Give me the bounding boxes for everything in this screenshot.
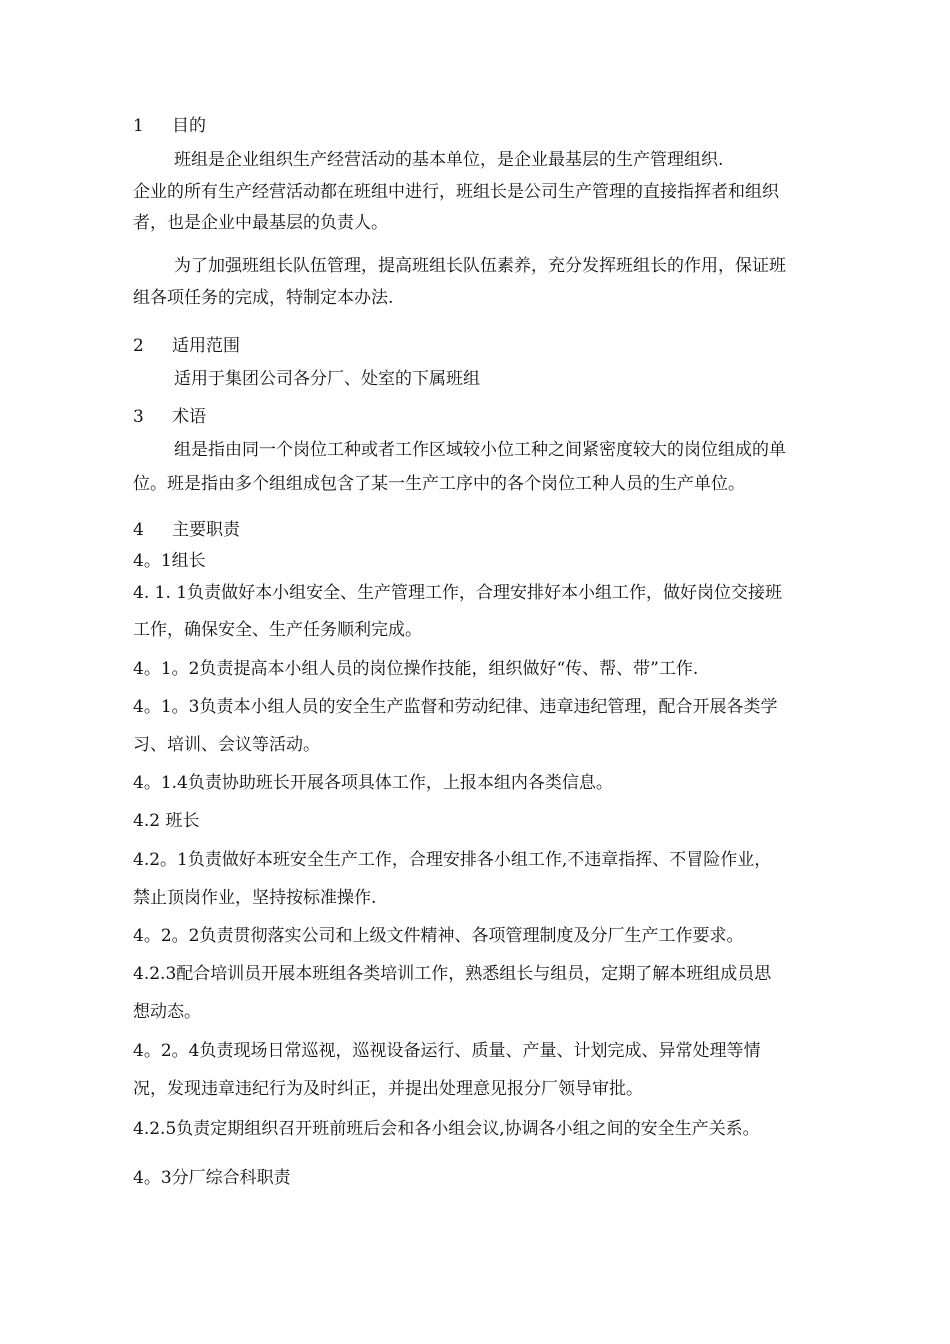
item-4-2-1-line-1: 4.2。1负责做好本班安全生产工作，合理安排各小组工作,不违章指挥、不冒险作业， [133,850,772,870]
item-4-1-1-line-2: 工作，确保安全、生产任务顺利完成。 [133,620,422,640]
section-1-line-2: 企业的所有生产经营活动都在班组中进行，班组长是公司生产管理的直接指挥者和组织 [133,182,779,202]
section-1-line-5: 组各项任务的完成，特制定本办法. [133,288,394,308]
item-4-1-1-line-1: 4. 1. 1负责做好本小组安全、生产管理工作，合理安排好本小组工作，做好岗位交接班 [133,583,783,603]
section-3-number: 3 [133,407,144,427]
section-4-title: 主要职责 [172,520,240,540]
section-3-line-2: 位。班是指由多个组组成包含了某一生产工序中的各个岗位工种人员的生产单位。 [133,474,745,494]
item-4-2-4-line-2: 况，发现违章违纪行为及时纠正，并提出处理意见报分厂领导审批。 [133,1079,643,1099]
section-1-line-4: 为了加强班组长队伍管理，提高班组长队伍素养，充分发挥班组长的作用，保证班 [174,256,786,276]
item-4-1-4: 4。1.4负责协助班长开展各项具体工作，上报本组内各类信息。 [133,773,613,793]
subsection-4-2-heading: 4.2 班长 [133,811,200,831]
section-2-number: 2 [133,336,144,356]
item-4-1-3-line-1: 4。1。3负责本小组人员的安全生产监督和劳动纪律、违章违纪管理，配合开展各类学 [133,697,778,717]
item-4-1-2: 4。1。2负责提高本小组人员的岗位操作技能，组织做好“传、帮、带”工作. [133,659,699,679]
item-4-2-2: 4。2。2负责贯彻落实公司和上级文件精神、各项管理制度及分厂生产工作要求。 [133,926,744,946]
item-4-1-3-line-2: 习、培训、会议等活动。 [133,735,320,755]
item-4-2-5: 4.2.5负责定期组织召开班前班后会和各小组会议,协调各小组之间的安全生产关系。 [133,1119,760,1139]
item-4-2-3-line-2: 想动态。 [133,1002,201,1022]
section-2-title: 适用范围 [172,336,240,356]
section-2-line-1: 适用于集团公司各分厂、处室的下属班组 [174,369,480,389]
section-1-line-3: 者，也是企业中最基层的负责人。 [133,213,388,233]
section-3-title: 术语 [172,407,206,427]
subsection-4-3-heading: 4。3分厂综合科职责 [133,1168,291,1188]
section-3-line-1: 组是指由同一个岗位工种或者工作区域较小位工种之间紧密度较大的岗位组成的单 [174,440,786,460]
item-4-2-4-line-1: 4。2。4负责现场日常巡视，巡视设备运行、质量、产量、计划完成、异常处理等情 [133,1041,761,1061]
section-1-number: 1 [133,116,144,136]
section-4-number: 4 [133,520,144,540]
section-1-line-1: 班组是企业组织生产经营活动的基本单位，是企业最基层的生产管理组织. [174,150,724,170]
subsection-4-1-heading: 4。1组长 [133,551,206,571]
item-4-2-3-line-1: 4.2.3配合培训员开展本班组各类培训工作，熟悉组长与组员，定期了解本班组成员思 [133,964,772,984]
section-1-title: 目的 [172,116,206,136]
item-4-2-1-line-2: 禁止顶岗作业，坚持按标准操作. [133,888,377,908]
